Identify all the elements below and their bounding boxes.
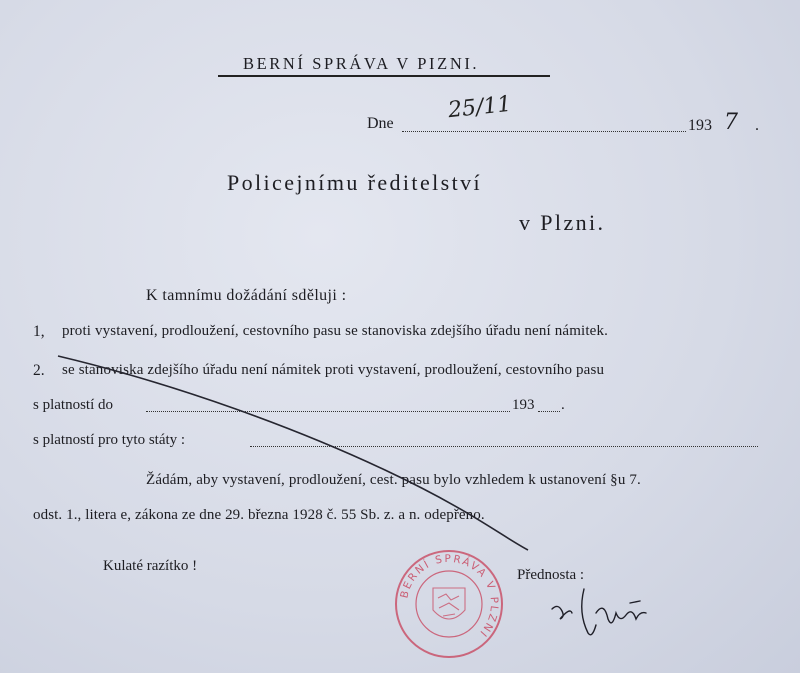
stamp-text: BERNÍ SPRÁVA V PLZNI	[398, 552, 501, 641]
handwritten-signature	[548, 583, 658, 643]
date-year-prefix: 193	[688, 117, 712, 134]
recipient-line2: v Plzni.	[519, 210, 606, 235]
item-1-text: proti vystavení, prodloužení, cestovního pasu se stanoviska zdejšího úřadu není námitek.	[62, 323, 608, 339]
validity-year-dots	[538, 411, 560, 412]
office-stamp	[393, 548, 505, 660]
recipient-line1: Policejnímu ředitelství	[227, 170, 483, 195]
date-dotted-line	[402, 131, 686, 132]
states-dotted-line	[250, 446, 758, 447]
validity-end: .	[561, 397, 565, 413]
date-label: Dne	[367, 115, 394, 132]
validity-label: s platností do	[33, 397, 114, 413]
intro-text: K tamnímu dožádání sděluji :	[146, 287, 347, 304]
request-line2: odst. 1., litera e, zákona ze dne 29. března 1928 č. 55 Sb. z. a n. odepřeno.	[33, 507, 485, 523]
header-office-name: BERNÍ SPRÁVA V PIZNI.	[243, 54, 480, 73]
request-line1: Žádám, aby vystavení, prodloužení, cest. pasu bylo vzhledem k ustanovení §u 7.	[146, 472, 641, 488]
item-2-text: se stanoviska zdejšího úřadu není námitek proti vystavení, prodloužení, cestovního pasu	[62, 362, 605, 378]
validity-dotted-line	[146, 411, 510, 412]
date-handwritten-day: 25/11	[446, 91, 513, 124]
states-label: s platností pro tyto státy :	[33, 432, 186, 448]
header-underline	[218, 75, 550, 77]
date-handwritten-year: 7	[724, 110, 738, 135]
head-label: Přednosta :	[517, 567, 585, 583]
stamp-note: Kulaté razítko !	[103, 558, 198, 574]
item-1-number: 1,	[33, 323, 45, 340]
item-2-number: 2.	[33, 362, 45, 379]
validity-year: 193	[512, 397, 535, 413]
date-end-mark: .	[755, 117, 759, 134]
